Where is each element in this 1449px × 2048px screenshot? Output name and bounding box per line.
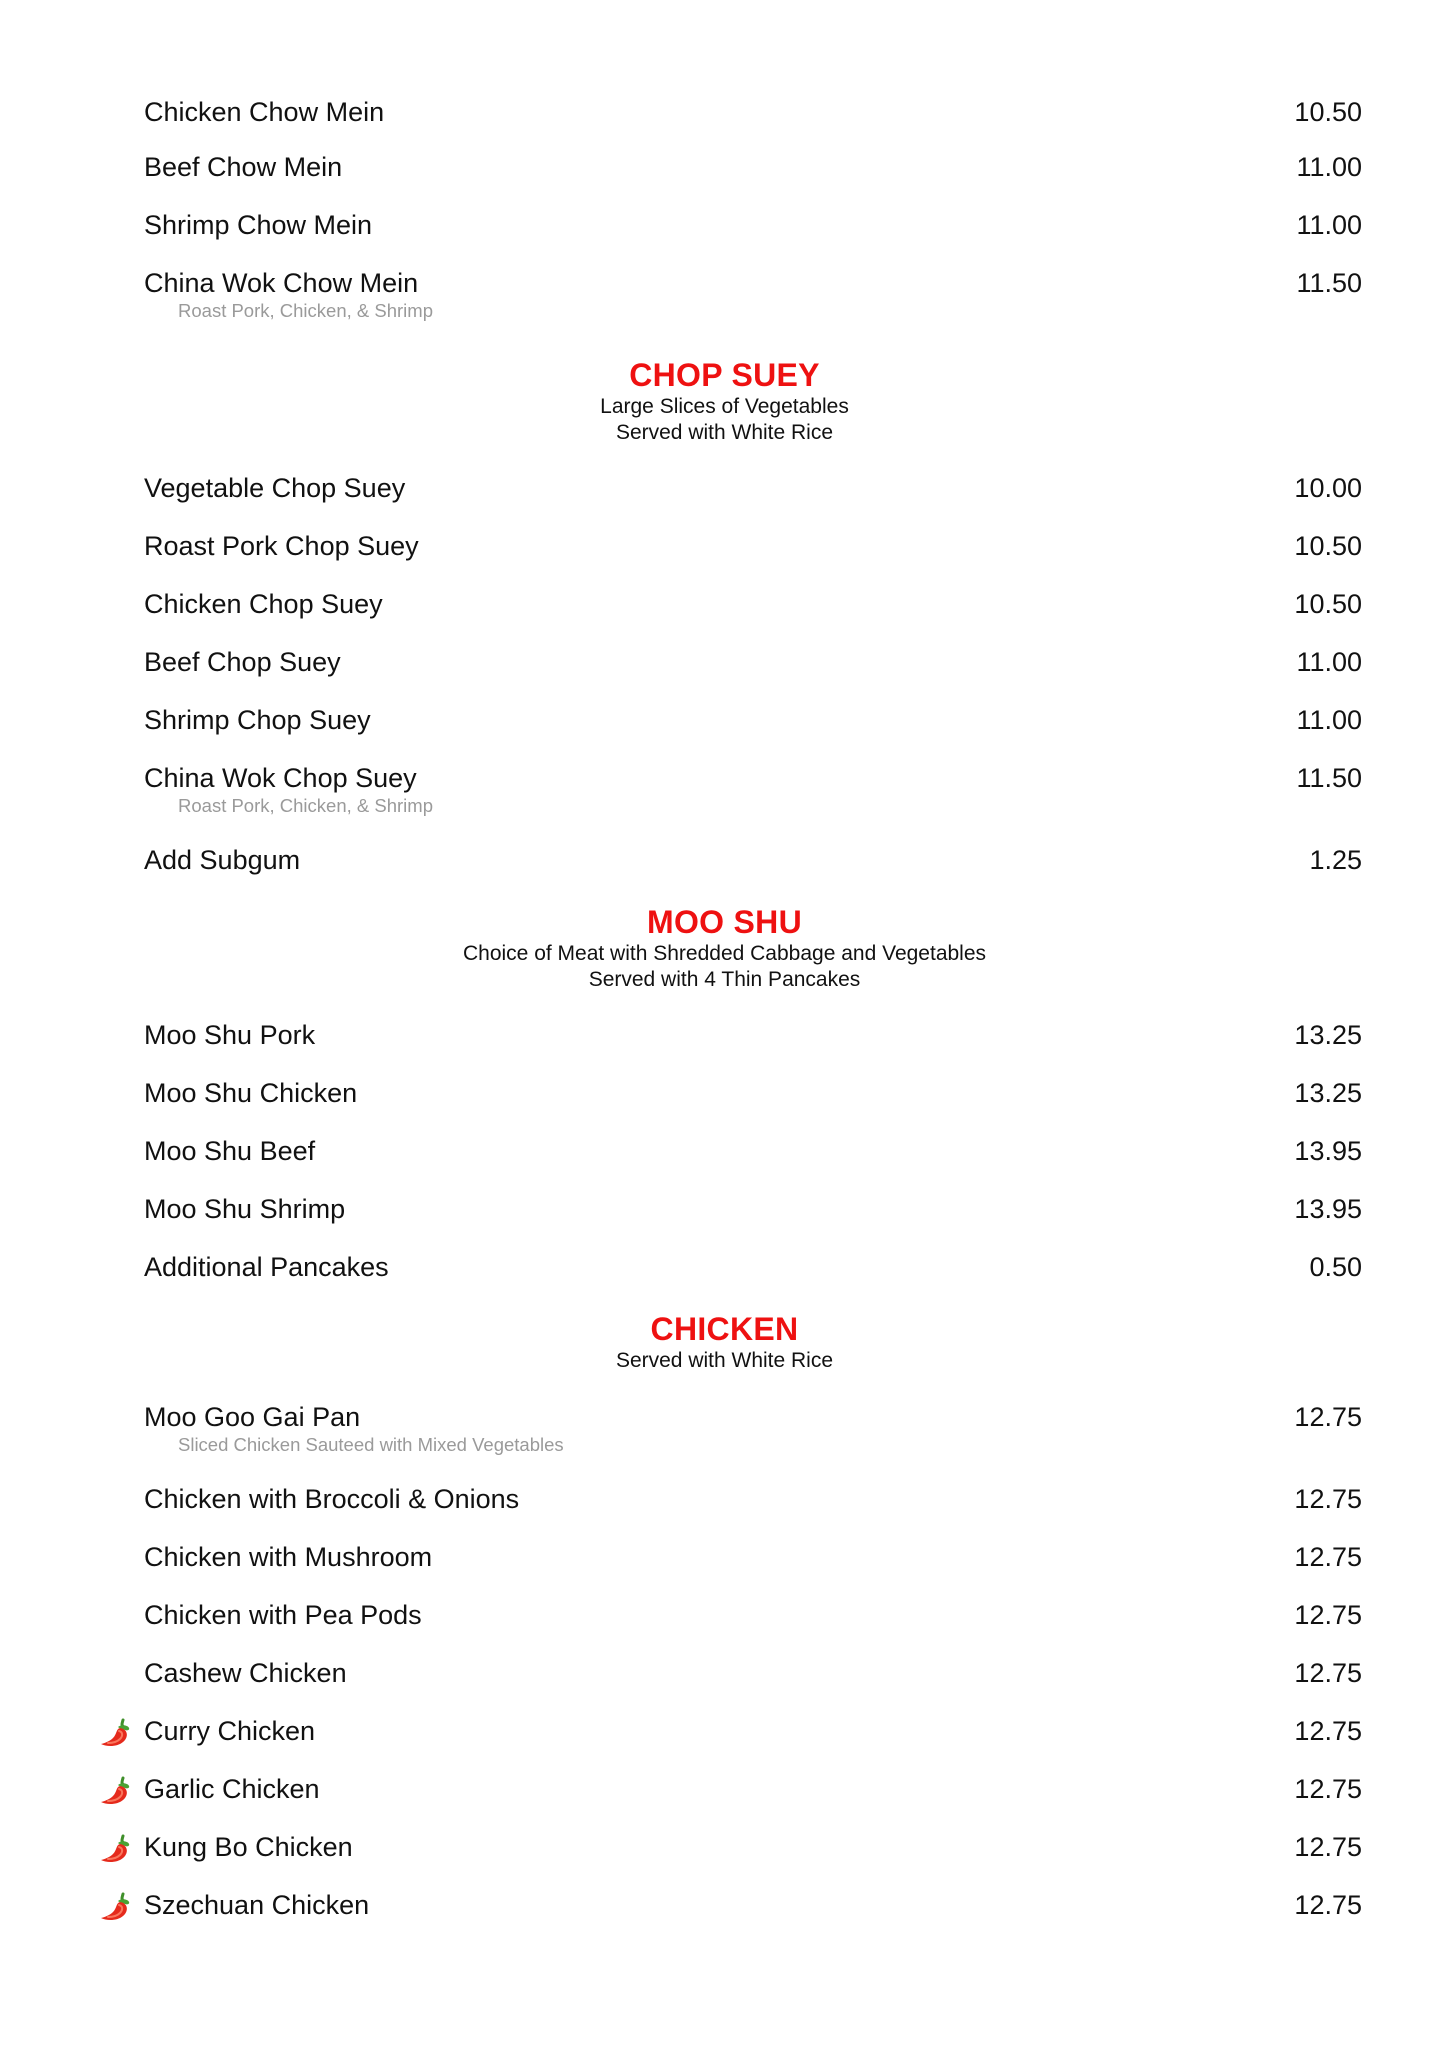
menu-item-name: Shrimp Chop Suey bbox=[144, 705, 371, 735]
menu-item-price: 1.25 bbox=[1309, 845, 1362, 875]
section-header-moo-shu bbox=[0, 903, 1449, 993]
menu-item-name: Chicken Chow Mein bbox=[144, 97, 385, 127]
menu-item-name: Additional Pancakes bbox=[144, 1252, 389, 1282]
menu-item-name: Beef Chop Suey bbox=[144, 647, 341, 677]
menu-item-price: 13.95 bbox=[1294, 1194, 1362, 1224]
menu-item-price: 11.00 bbox=[1296, 152, 1362, 182]
hot-pepper-icon bbox=[98, 1773, 134, 1807]
menu-item-price: 11.00 bbox=[1296, 705, 1362, 735]
menu-item-name: China Wok Chop Suey bbox=[144, 763, 417, 793]
menu-item-description: Roast Pork, Chicken, & Shrimp bbox=[178, 795, 433, 816]
menu-item-name: Moo Shu Chicken bbox=[144, 1078, 358, 1108]
section-subtitle: Large Slices of Vegetables bbox=[600, 395, 849, 418]
menu-item-name: Moo Shu Shrimp bbox=[144, 1194, 346, 1224]
menu-item-price: 11.50 bbox=[1296, 268, 1362, 298]
menu-item-name: Chicken with Pea Pods bbox=[144, 1600, 422, 1630]
menu-item-name: Szechuan Chicken bbox=[144, 1890, 370, 1920]
menu-item-description: Sliced Chicken Sauteed with Mixed Vegetables bbox=[178, 1434, 564, 1455]
hot-pepper-icon bbox=[98, 1831, 134, 1865]
menu-item-price: 12.75 bbox=[1294, 1832, 1362, 1862]
menu-item-price: 10.00 bbox=[1294, 473, 1362, 503]
menu-item-name: Chicken with Broccoli & Onions bbox=[144, 1484, 520, 1514]
section-header-chop-suey bbox=[0, 356, 1449, 446]
menu-item-price: 12.75 bbox=[1294, 1600, 1362, 1630]
section-subtitle: Choice of Meat with Shredded Cabbage and Vegetables bbox=[462, 942, 987, 965]
menu-item-name: Chicken with Mushroom bbox=[144, 1542, 433, 1572]
menu-item-price: 12.75 bbox=[1294, 1890, 1362, 1920]
menu-item-price: 11.00 bbox=[1296, 647, 1362, 677]
menu-item-name: Beef Chow Mein bbox=[144, 152, 343, 182]
menu-item-name: Chicken Chop Suey bbox=[144, 589, 383, 619]
menu-item-name: Moo Shu Beef bbox=[144, 1136, 316, 1166]
menu-item-price: 12.75 bbox=[1294, 1484, 1362, 1514]
menu-item-name: Garlic Chicken bbox=[144, 1774, 320, 1804]
menu-item-name: Kung Bo Chicken bbox=[144, 1832, 353, 1862]
section-title: MOO SHU bbox=[647, 904, 802, 940]
section-subtitle: Served with White Rice bbox=[615, 421, 834, 444]
menu-item-price: 12.75 bbox=[1294, 1716, 1362, 1746]
menu-item-name: Moo Goo Gai Pan bbox=[144, 1402, 361, 1432]
menu-item-price: 11.00 bbox=[1296, 210, 1362, 240]
menu-item-description: Roast Pork, Chicken, & Shrimp bbox=[178, 300, 433, 321]
menu-item-name: Moo Shu Pork bbox=[144, 1020, 316, 1050]
menu-item-name: Curry Chicken bbox=[144, 1716, 316, 1746]
menu-item-price: 0.50 bbox=[1309, 1252, 1362, 1282]
section-title: CHICKEN bbox=[650, 1311, 799, 1347]
menu-item-price: 12.75 bbox=[1294, 1542, 1362, 1572]
menu-item-price: 12.75 bbox=[1294, 1658, 1362, 1688]
section-subtitle: Served with White Rice bbox=[615, 1349, 834, 1372]
section-title: CHOP SUEY bbox=[629, 357, 820, 393]
menu-item-price: 12.75 bbox=[1294, 1774, 1362, 1804]
menu-item-name: Shrimp Chow Mein bbox=[144, 210, 373, 240]
menu-item-price: 13.25 bbox=[1294, 1020, 1362, 1050]
menu-item-price: 10.50 bbox=[1294, 589, 1362, 619]
menu-item-name: Roast Pork Chop Suey bbox=[144, 531, 419, 561]
menu-item-name: Add Subgum bbox=[144, 845, 301, 875]
menu-item-name: Vegetable Chop Suey bbox=[144, 473, 406, 503]
menu-item-price: 13.25 bbox=[1294, 1078, 1362, 1108]
menu-item-price: 10.50 bbox=[1294, 531, 1362, 561]
section-subtitle: Served with 4 Thin Pancakes bbox=[588, 968, 861, 991]
menu-item-price: 10.50 bbox=[1294, 97, 1362, 127]
menu-item-name: China Wok Chow Mein bbox=[144, 268, 419, 298]
menu-item-price: 13.95 bbox=[1294, 1136, 1362, 1166]
section-header-chicken bbox=[0, 1310, 1449, 1374]
hot-pepper-icon bbox=[98, 1715, 134, 1749]
hot-pepper-icon bbox=[98, 1889, 134, 1923]
menu-item-name: Cashew Chicken bbox=[144, 1658, 347, 1688]
menu-item-price: 12.75 bbox=[1294, 1402, 1362, 1432]
menu-item-price: 11.50 bbox=[1296, 763, 1362, 793]
